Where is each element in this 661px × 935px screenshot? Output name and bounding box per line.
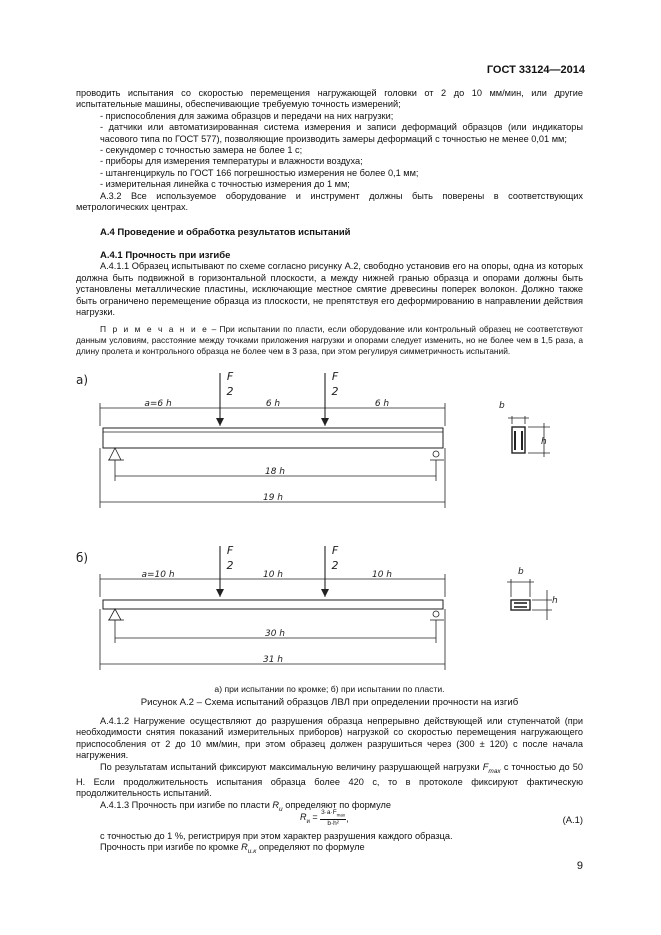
- load-label: 2: [226, 385, 234, 398]
- list-item: - датчики или автоматизированная система измерения и записи деформаций образцов (или индикаторы часового типа по ГОСТ 577), позволяющие производить замеры деформаций с точностью не менее 0,01 мм;: [100, 122, 583, 144]
- beam-a: [103, 428, 443, 448]
- section-title: А.4 Проведение и обработка результатов испытаний: [100, 227, 351, 238]
- formula-number: (А.1): [562, 814, 583, 825]
- load-label: F: [331, 370, 339, 383]
- dim-label: a=10 h: [141, 570, 175, 580]
- text-paragraph: А.4.1.3 Прочность при изгибе по пласти $R_и$ определяют по формуле: [100, 799, 391, 813]
- dim-label: 10 h: [262, 570, 284, 580]
- load-label: F: [226, 544, 234, 557]
- dim-label: a=6 h: [144, 399, 172, 409]
- panel-b-label: б): [76, 551, 89, 565]
- dim-label: 31 h: [262, 655, 284, 665]
- section-a412: [76, 716, 583, 815]
- text-paragraph: А.3.2 Все используемое оборудование и инструмент должны быть поверены в соответствующих метрологических центрах.: [76, 190, 583, 213]
- dim-label: 6 h: [265, 399, 281, 409]
- section-label: b: [518, 567, 524, 577]
- list-item: - приборы для измерения температуры и влажности воздуха;: [100, 156, 363, 167]
- closing-text: [76, 831, 583, 858]
- list-item: - секундомер с точностью замера не более 1 с;: [100, 145, 303, 156]
- section-label: h: [552, 596, 558, 606]
- cross-section-b: [511, 600, 530, 610]
- formula-a1: $R_и$ = $3\cdot a\cdot F_{max}$ b·h² ,: [300, 809, 349, 828]
- support-roller: [433, 611, 439, 617]
- section-a4: [76, 227, 583, 238]
- subsection-title: А.4.1 Прочность при изгибе: [100, 250, 231, 261]
- figure-subcaption: а) при испытании по кромке; б) при испытании по пласти.: [214, 684, 445, 694]
- panel-a-label: а): [76, 373, 89, 387]
- text-paragraph: По результатам испытаний фиксируют максимальную величину разрушающей нагрузки $F_{max}$ с точностью до 50 Н. Если продолжительность испытания образца более 420 с, то в протоколе фиксируют фактическую продолжительность испытаний.: [76, 761, 583, 799]
- dim-label: 19 h: [262, 493, 284, 503]
- beam-b: [103, 600, 443, 609]
- text-paragraph: Прочность при изгибе по кромке $R_{и.к}$ определяют по формуле: [100, 842, 365, 856]
- cross-section-a: [512, 427, 525, 453]
- text-paragraph: А.4.1.1 Образец испытывают по схеме согласно рисунку А.2, свободно установив его на опоры, одна из которых должна быть подвижной в горизонтальной плоскости, а между нижней гранью образца и опорами должны быть установлены металлические пластины, исключающие местное смятие древесины поперек волокон. Должно также быть ограничено перемещение образца из плоскости, не препятствуя его деформированию в направлении действия нагрузки.: [76, 261, 583, 318]
- dim-label: 18 h: [264, 467, 286, 477]
- load-label: 2: [331, 385, 339, 398]
- section-label: b: [499, 401, 505, 411]
- document-header: ГОСТ 33124—2014: [486, 64, 585, 76]
- dim-label: 30 h: [264, 629, 286, 639]
- load-label: 2: [226, 559, 234, 572]
- support-roller: [433, 451, 439, 457]
- figure-a2: [70, 368, 570, 678]
- dim-label: 10 h: [371, 570, 393, 580]
- list-item: - измерительная линейка с точностью измерения до 1 мм;: [100, 179, 350, 190]
- load-label: F: [226, 370, 234, 383]
- list-item: - приспособления для зажима образцов и передачи на них нагрузки;: [100, 110, 394, 121]
- figure-caption: Рисунок А.2 – Схема испытаний образцов ЛВЛ при определении прочности на изгиб: [140, 697, 519, 708]
- list-item: - штангенциркуль по ГОСТ 166 погрешностью измерения не более 0,1 мм;: [100, 167, 419, 178]
- note-text: – При испытании по пласти, если оборудование или контрольный образец не соответствуют данным условиям, расстояние между точками приложения нагрузки и опорами следует изменить, но не более чем в 1,5 раза, а длину пролета и контрольного образца не более чем в 3 раза, при этом регулируя симметричность испытаний.: [76, 324, 583, 356]
- text-paragraph: с точностью до 1 %, регистрируя при этом характер разрушения каждого образца.: [100, 831, 453, 841]
- subsection-a41: [76, 250, 583, 318]
- note: [76, 324, 583, 356]
- page-number: 9: [576, 860, 583, 872]
- dim-label: 6 h: [374, 399, 390, 409]
- text-paragraph: А.4.1.2 Нагружение осуществляют до разрушения образца непрерывно действующей или ступенчатой (при необходимости снятия показаний измерительных приборов) нагрузкой со скоростью перемещения нагружающего приспособления от 2 до 10 мм/мин, при этом образец должен разрушиться через (300 ± 120) с после начала нагружения.: [76, 716, 583, 761]
- note-label: П р и м е ч а н и е: [100, 324, 209, 334]
- support-fixed: [109, 448, 121, 460]
- load-label: F: [331, 544, 339, 557]
- load-label: 2: [331, 559, 339, 572]
- support-fixed: [109, 609, 121, 620]
- equipment-list: [76, 88, 583, 213]
- var-f: F: [482, 761, 489, 772]
- text-paragraph: проводить испытания со скоростью перемещения нагружающей головки от 2 до 10 мм/мин, или другие испытательные машины, обеспечивающие требуемую точность измерений;: [76, 88, 583, 110]
- section-label: h: [541, 437, 547, 447]
